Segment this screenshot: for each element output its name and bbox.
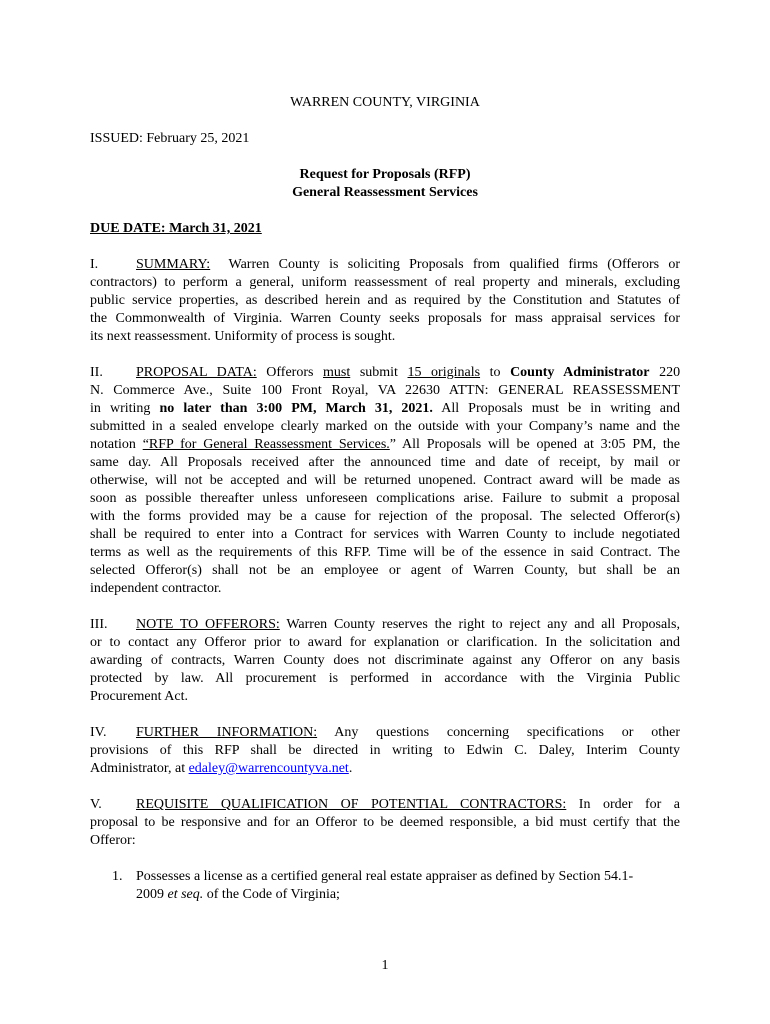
section-2-line-11: terms as well as the requirements of this RFP. Time will be of the essence in said Contract. The [90,545,680,560]
section-2-line-12: selected Offeror(s) shall not be an employee or agent of Warren County, but shall be an [90,563,680,578]
page-number: 1 [381,958,389,973]
section-2-line-9: with the forms provided may be a cause for rejection of the proposal. The selected Offeror(s) [90,509,680,524]
section-1-line-1: I. SUMMARY: Warren County is soliciting Proposals from qualified firms (Offerors or [90,257,680,272]
due-date: DUE DATE: March 31, 2021 [90,221,262,236]
section-1-line-4: the Commonwealth of Virginia. Warren County seeks proposals for mass appraisal services for [90,311,680,326]
section-2-line-13: independent contractor. [90,581,222,596]
list-number: 1. [112,869,123,884]
section-2-line-6: same day. All Proposals received after the announced time and date of receipt, by mail or [90,455,680,470]
county-heading: WARREN COUNTY, VIRGINIA [290,95,480,110]
section-3-line-2: or to contact any Offeror prior to award for explanation or clarification. In the solicitation and [90,635,680,650]
section-3-line-4: protected by law. All procurement is performed in accordance with the Virginia Public [90,671,680,686]
section-4-line-3: Administrator, at edaley@warrencountyva.net. [90,761,353,776]
section-2-line-3: in writing no later than 3:00 PM, March 31, 2021. All Proposals must be in writing and [90,401,680,416]
rfp-subtitle: General Reassessment Services [292,185,478,200]
section-2-line-1: II. PROPOSAL DATA: Offerors must submit 15 originals to County Administrator 220 [90,365,681,380]
list-item: 1. Possesses a license as a certified general real estate appraiser as defined by Section 54.1- 2009 et seq. of the Code of Virginia; [112,869,634,902]
section-1-heading: SUMMARY: [136,257,211,272]
section-2-line-10: shall be required to enter into a Contract for services with Warren County to include negotiated [90,527,680,542]
section-3-line-5: Procurement Act. [90,689,188,704]
section-3-line-1: III. NOTE TO OFFERORS: Warren County reserves the right to reject any and all Proposals, [90,617,681,632]
section-5-line-2: proposal to be responsive and for an Offeror to be deemed responsible, a bid must certify that the [90,815,680,830]
section-2-line-5: notation “RFP for General Reassessment Services.” All Proposals will be opened at 3:05 PM, the [90,437,680,452]
issued-date: ISSUED: February 25, 2021 [90,131,250,146]
section-2-heading: PROPOSAL DATA: [136,365,257,380]
section-4-heading: FURTHER INFORMATION: [136,725,318,740]
section-2-line-7: otherwise, will not be accepted and will be returned unopened. Contract award will be made as [90,473,680,488]
section-2-line-2: N. Commerce Ave., Suite 100 Front Royal, VA 22630 ATTN: GENERAL REASSESSMENT [90,383,680,398]
section-2-line-8: soon as possible thereafter unless unforeseen complications arise. Failure to submit a proposal [90,491,680,506]
section-4-line-2: provisions of this RFP shall be directed in writing to Edwin C. Daley, Interim County [90,743,680,758]
section-5-heading: REQUISITE QUALIFICATION OF POTENTIAL CONTRACTORS: [136,797,567,812]
section-1-line-5: its next reassessment. Uniformity of process is sought. [90,329,396,344]
section-2-line-4: submitted in a sealed envelope clearly marked on the outside with your Company’s name and the [90,419,680,434]
section-3-heading: NOTE TO OFFERORS: [136,617,280,632]
section-1-line-3: public service properties, as described herein and as required by the Constitution and Statutes of [90,293,680,308]
email-link[interactable]: edaley@warrencountyva.net [188,761,349,776]
section-3-line-3: awarding of contracts, Warren County does not discriminate against any Offeror on any basis [90,653,680,668]
section-1-line-2: contractors) to perform a general, uniform reassessment of real property and minerals, excluding [90,275,680,290]
section-4-line-1: IV. FURTHER INFORMATION: Any questions concerning specifications or other [90,725,680,740]
section-5-line-3: Offeror: [90,833,136,848]
rfp-title: Request for Proposals (RFP) [299,167,471,182]
section-5-line-1: V. REQUISITE QUALIFICATION OF POTENTIAL CONTRACTORS: In order for a [90,797,680,812]
